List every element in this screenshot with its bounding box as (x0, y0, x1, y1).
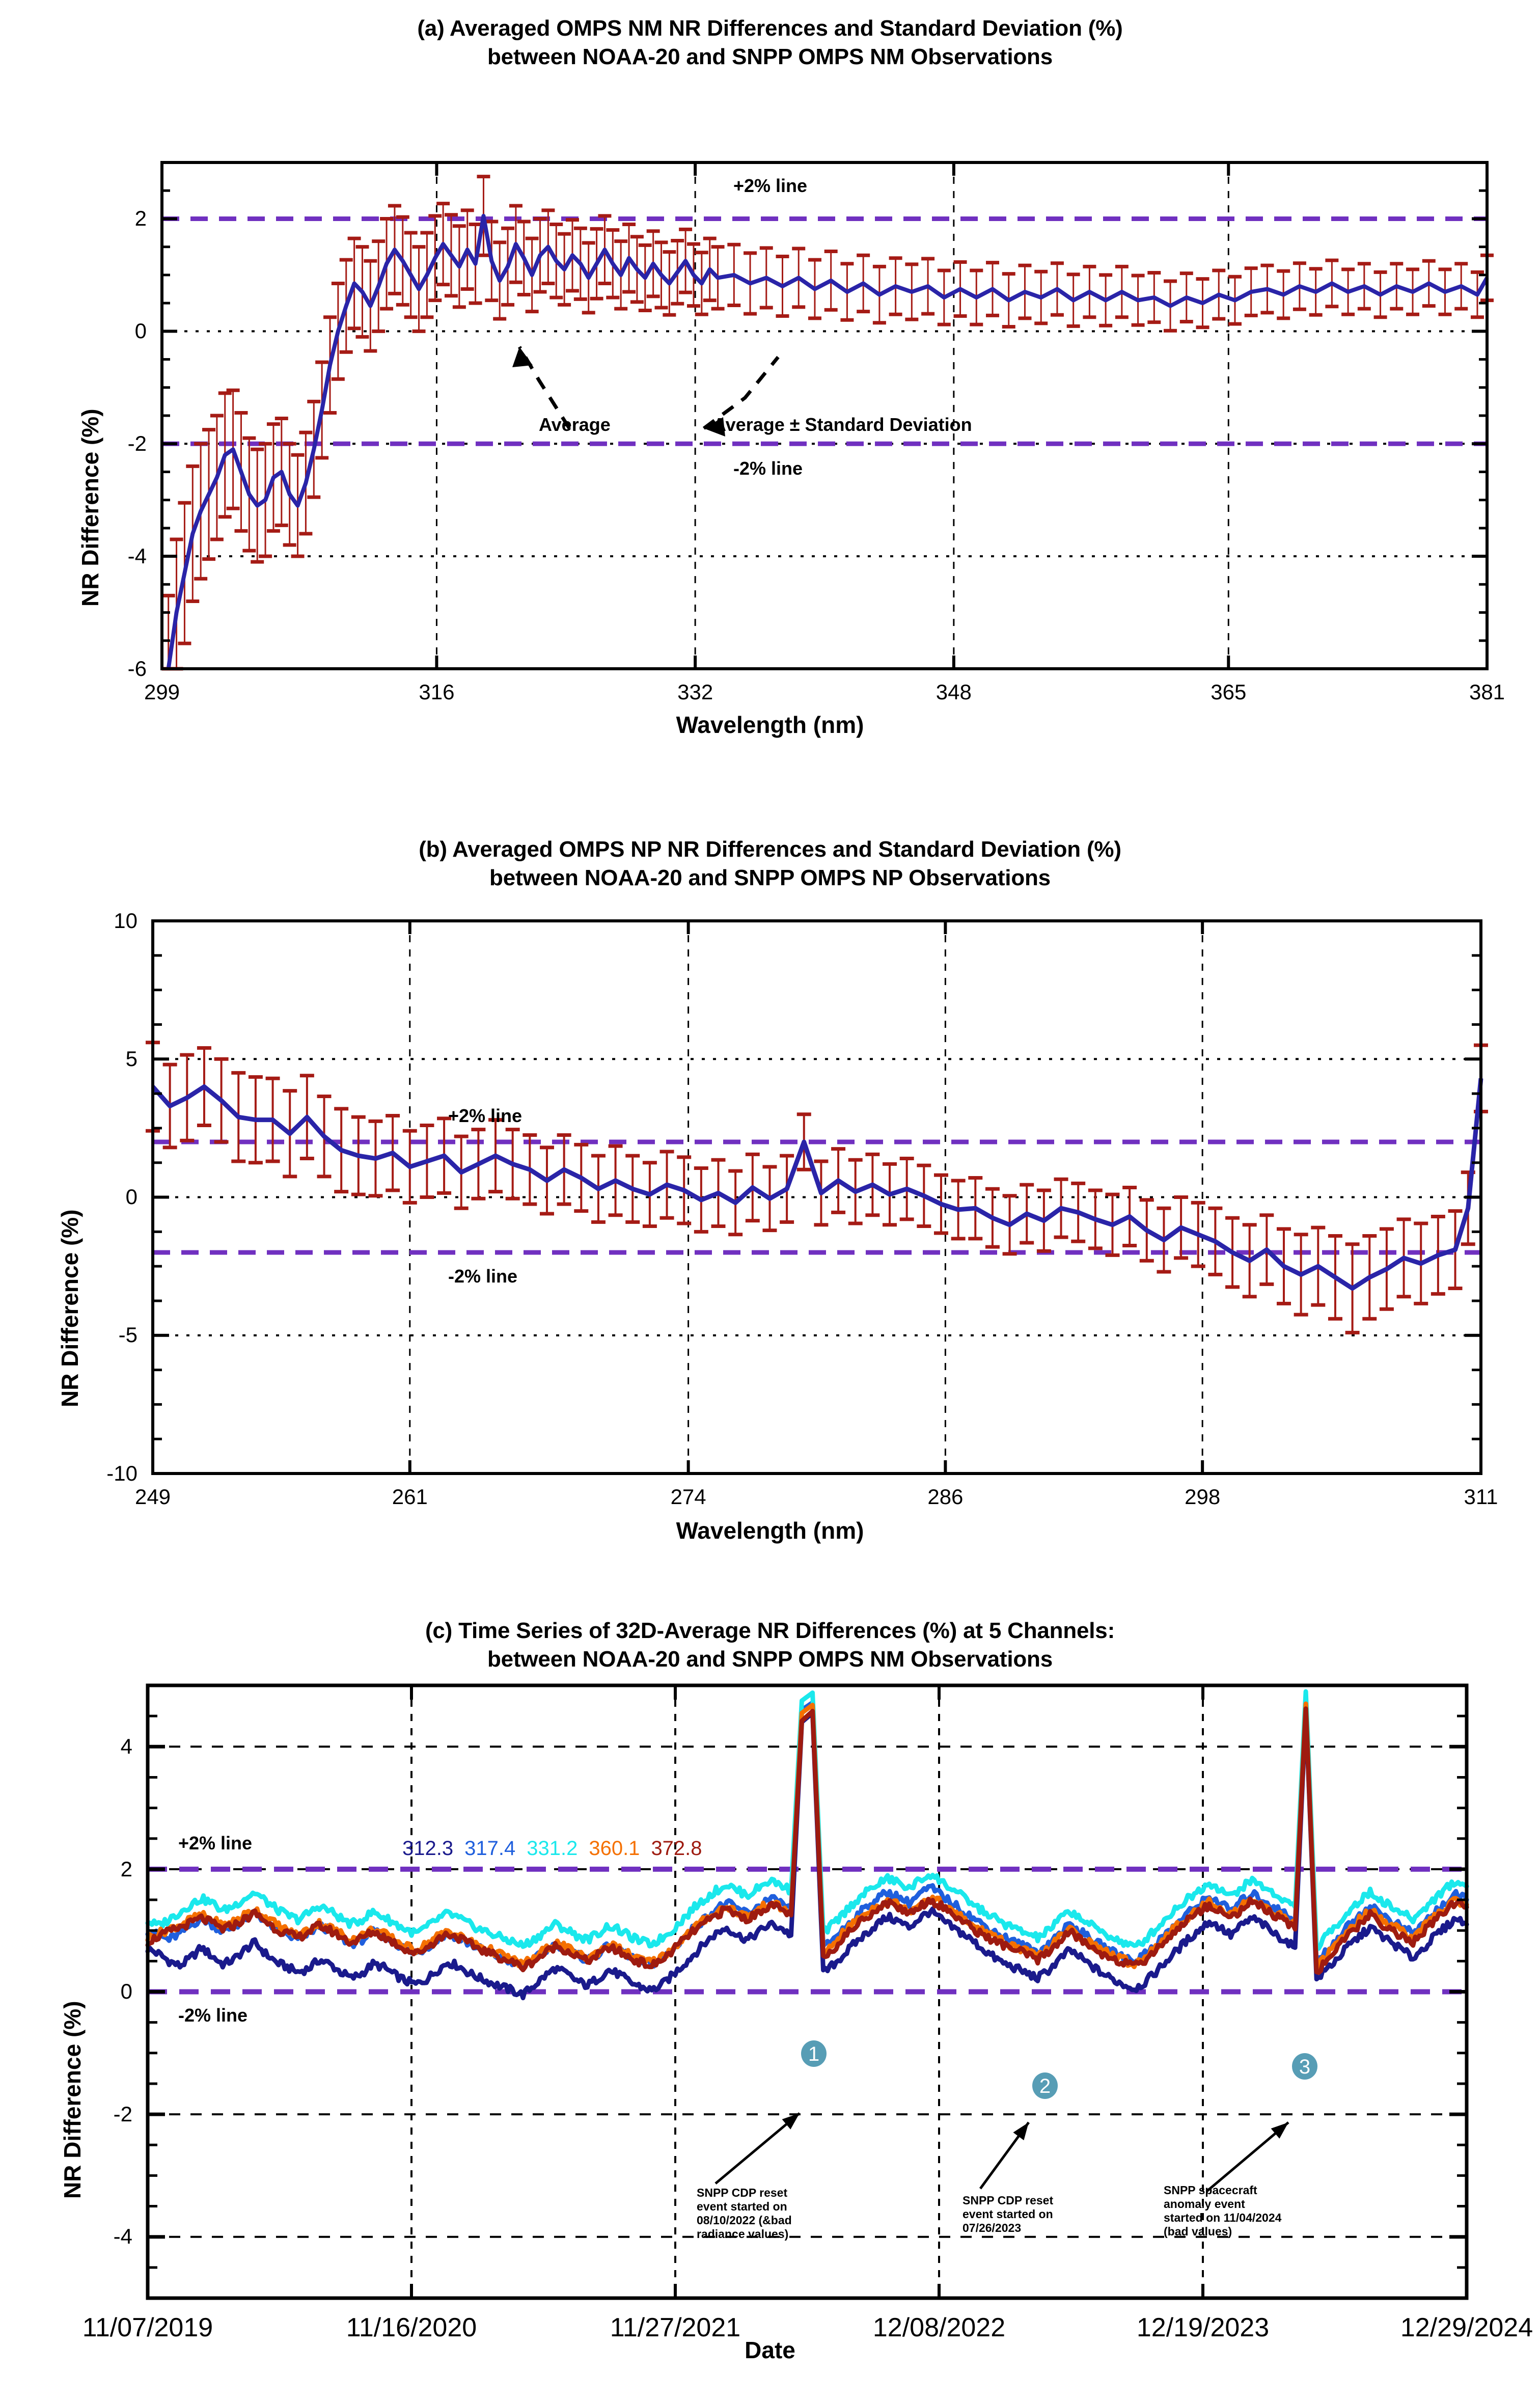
panel-c-channel-label-317-4: 317.4 (464, 1837, 516, 1860)
panel-b (0, 825, 1540, 1589)
panel-c-marker-3: 3 (1299, 2055, 1311, 2078)
panel-a-xtick-0: 299 (144, 679, 180, 704)
panel-c-channel-label-331-2: 331.2 (527, 1837, 578, 1860)
panel-c-ytick-2: 0 (120, 1979, 132, 2004)
panel-b-error-bars (146, 1042, 1488, 1332)
panel-c-series-312-3 (148, 1710, 1467, 1998)
panel-b-xtick-5: 311 (1464, 1484, 1498, 1509)
panel-c-ytick-4: -4 (113, 2224, 132, 2249)
panel-c-plot (0, 1674, 1540, 2387)
panel-c-event2-text: SNPP CDP reset event started on 07/26/2023 (963, 2193, 1054, 2234)
panel-c-series-group (148, 1691, 1467, 1998)
panel-a-ytick-0: 2 (134, 206, 147, 231)
panel-a-svg (0, 72, 1540, 754)
panel-a-ytick-3: -4 (127, 543, 147, 568)
panel-c-plus2-label: +2% line (178, 1832, 253, 1853)
panel-c-xtick-0: 11/07/2019 (82, 2312, 213, 2342)
panel-c-ylabel: NR Difference (%) (59, 2001, 86, 2199)
panel-a-plot (0, 72, 1540, 754)
panel-b-svg (0, 893, 1540, 1565)
panel-a-ylabel: NR Difference (%) (77, 408, 103, 607)
panel-b-xtick-4: 298 (1185, 1484, 1221, 1509)
panel-c-event-markers (801, 2040, 1317, 2099)
panel-c-ytick-3: -2 (113, 2102, 132, 2126)
panel-c-marker-2: 2 (1039, 2075, 1051, 2097)
panel-a-xtick-1: 316 (419, 679, 455, 704)
panel-a-xtick-3: 348 (936, 679, 972, 704)
panel-a-xtick-2: 332 (677, 679, 713, 704)
panel-c-xtick-1: 11/16/2020 (346, 2312, 477, 2342)
panel-c-xtick-3: 12/08/2022 (872, 2312, 1006, 2342)
panel-b-ytick-3: -5 (118, 1323, 138, 1347)
panel-c-channel-label-360-1: 360.1 (589, 1837, 640, 1860)
panel-b-minus2-label: -2% line (448, 1265, 518, 1287)
panel-a-ytick-1: 0 (134, 318, 147, 343)
panel-c-channel-label-312-3: 312.3 (402, 1837, 454, 1860)
panel-c-ytick-1: 2 (120, 1857, 132, 1881)
panel-a-xtick-5: 381 (1469, 679, 1505, 704)
panel-b-xtick-3: 286 (927, 1484, 964, 1509)
panel-b-title (0, 825, 1540, 893)
panel-c-minus2-label: -2% line (178, 2005, 248, 2026)
panel-a-minus2-label: -2% line (733, 457, 803, 479)
panel-b-ytick-0: 10 (114, 908, 138, 933)
panel-c-xtick-4: 12/19/2023 (1136, 2312, 1270, 2342)
panel-b-average-line (153, 1078, 1481, 1288)
panel-b-ytick-4: -10 (106, 1461, 138, 1485)
panel-c-event1-text: SNPP CDP reset event started on 08/10/2022 (&bad radiance values) (697, 2186, 792, 2241)
panel-a-title-line2: between NOAA-20 and SNPP OMPS NM Observations (487, 44, 1053, 70)
panel-c-svg (0, 1674, 1540, 2387)
panel-b-xtick-1: 261 (392, 1484, 428, 1509)
panel-c-title-line1: (c) Time Series of 32D-Average NR Differences (%) at 5 Channels: (425, 1618, 1115, 1643)
panel-a-title-line1: (a) Averaged OMPS NM NR Differences and Standard Deviation (%) (417, 16, 1123, 41)
panel-c-xlabel: Date (745, 2336, 795, 2363)
panel-c-ytick-0: 4 (120, 1734, 132, 1758)
panel-b-plus2-label: +2% line (448, 1105, 522, 1126)
panel-c-channel-legend (402, 1837, 713, 1860)
panel-c (0, 1609, 1540, 2401)
panel-a-avg-sd-label: Average ± Standard Deviation (713, 414, 972, 435)
panel-c-channel-label-372-8: 372.8 (651, 1837, 702, 1860)
panel-a-title (0, 0, 1540, 72)
panel-b-xtick-0: 249 (134, 1484, 171, 1509)
panel-a-ytick-2: -2 (127, 431, 147, 455)
panel-b-title-line1: (b) Averaged OMPS NP NR Differences and Standard Deviation (%) (419, 837, 1121, 862)
panel-c-xtick-5: 12/29/2024 (1400, 2312, 1533, 2342)
panel-c-xtick-2: 11/27/2021 (610, 2312, 741, 2342)
panel-c-marker-1: 1 (808, 2042, 820, 2065)
panel-c-event3-text: SNPP spacecraft anomaly event started on 11/04/2024 (bad values) (1164, 2183, 1282, 2238)
panel-a-xtick-4: 365 (1211, 679, 1247, 704)
panel-b-xtick-2: 274 (670, 1484, 706, 1509)
panel-b-title-line2: between NOAA-20 and SNPP OMPS NP Observations (489, 865, 1051, 891)
panel-a-ytick-4: -6 (127, 656, 147, 680)
panel-b-ytick-2: 0 (125, 1185, 138, 1209)
panel-b-ylabel: NR Difference (%) (57, 1209, 83, 1407)
panel-a-xlabel: Wavelength (nm) (676, 711, 864, 738)
panel-a (0, 0, 1540, 784)
panel-a-average-label: Average (539, 414, 611, 435)
panel-c-series-372-8 (148, 1708, 1467, 1972)
panel-c-leader-arrows (716, 2113, 1288, 2191)
panel-c-title (0, 1609, 1540, 1674)
panel-b-xlabel: Wavelength (nm) (676, 1517, 864, 1544)
panel-b-gridlines (153, 921, 1481, 1474)
panel-b-plot (0, 893, 1540, 1565)
panel-c-title-line2: between NOAA-20 and SNPP OMPS NM Observations (487, 1647, 1053, 1672)
panel-b-ytick-1: 5 (125, 1046, 138, 1071)
panel-a-plus2-label: +2% line (733, 175, 808, 197)
